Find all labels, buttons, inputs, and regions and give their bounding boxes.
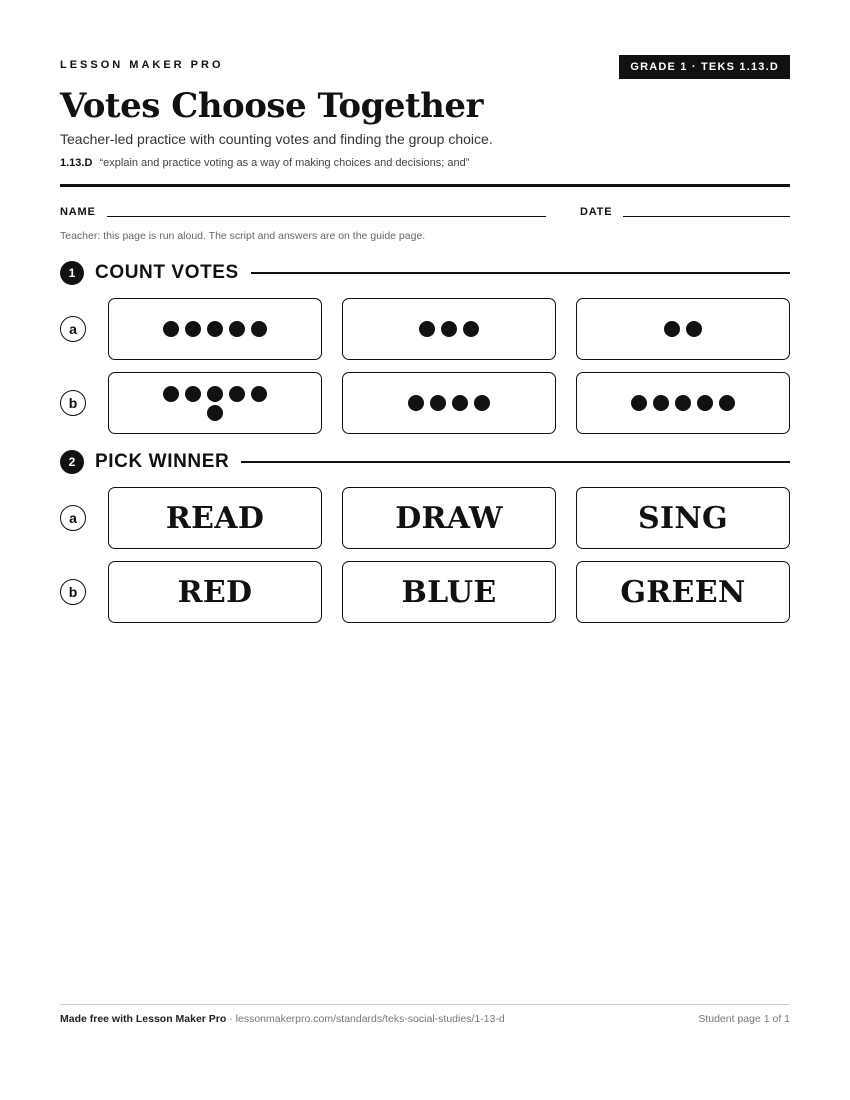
teacher-note: Teacher: this page is run aloud. The script and answers are on the guide page. bbox=[60, 230, 426, 242]
vote-dot bbox=[631, 395, 647, 411]
choice-card[interactable] bbox=[342, 561, 556, 623]
date-label: DATE bbox=[580, 206, 613, 218]
grade-badge: GRADE 1 · TEKS 1.13.D bbox=[619, 55, 790, 79]
choice-card[interactable] bbox=[108, 561, 322, 623]
count-row-b bbox=[60, 372, 790, 434]
vote-dot bbox=[207, 405, 223, 421]
winner-row-b bbox=[60, 561, 790, 623]
vote-dots bbox=[394, 395, 504, 411]
section-rule bbox=[241, 461, 790, 463]
vote-dot bbox=[207, 321, 223, 337]
vote-dot bbox=[719, 395, 735, 411]
section-rule bbox=[251, 272, 790, 274]
vote-card[interactable] bbox=[576, 298, 790, 360]
choice-word: BLUE bbox=[401, 574, 497, 610]
section-title: PICK WINNER bbox=[95, 451, 230, 472]
vote-dot bbox=[251, 386, 267, 402]
section-count-votes bbox=[60, 261, 790, 285]
choice-card[interactable] bbox=[576, 487, 790, 549]
vote-dot bbox=[686, 321, 702, 337]
vote-dot bbox=[163, 321, 179, 337]
vote-dot bbox=[229, 321, 245, 337]
date-field[interactable] bbox=[623, 216, 790, 217]
choice-card[interactable] bbox=[342, 487, 556, 549]
section-title: COUNT VOTES bbox=[95, 262, 239, 283]
footer-divider bbox=[60, 1004, 790, 1005]
header-divider bbox=[60, 184, 790, 187]
brand-name: LESSON MAKER PRO bbox=[60, 59, 224, 71]
vote-dot bbox=[185, 386, 201, 402]
vote-dot bbox=[207, 386, 223, 402]
vote-dot bbox=[251, 321, 267, 337]
footer-credit bbox=[60, 1013, 505, 1025]
vote-dot bbox=[163, 386, 179, 402]
standard-code: 1.13.D bbox=[60, 157, 93, 169]
vote-dot bbox=[408, 395, 424, 411]
section-number: 1 bbox=[60, 261, 84, 285]
vote-dot bbox=[185, 321, 201, 337]
row-letter: b bbox=[60, 390, 86, 416]
vote-dot bbox=[419, 321, 435, 337]
vote-dot bbox=[675, 395, 691, 411]
choice-word: READ bbox=[165, 500, 265, 536]
vote-dot bbox=[463, 321, 479, 337]
row-letter: b bbox=[60, 579, 86, 605]
vote-dots bbox=[394, 321, 504, 337]
choice-card[interactable] bbox=[108, 487, 322, 549]
vote-dot bbox=[697, 395, 713, 411]
choice-card[interactable] bbox=[576, 561, 790, 623]
vote-card[interactable] bbox=[342, 372, 556, 434]
vote-card[interactable] bbox=[108, 298, 322, 360]
choice-word: SING bbox=[638, 500, 728, 536]
vote-dot bbox=[474, 395, 490, 411]
section-pick-winner bbox=[60, 450, 790, 474]
footer-url[interactable]: lessonmakerpro.com/standards/teks-social-studies/1-13-d bbox=[235, 1013, 505, 1025]
choice-word: RED bbox=[177, 574, 253, 610]
vote-dots bbox=[160, 386, 270, 421]
footer-page-number: Student page 1 of 1 bbox=[698, 1013, 790, 1025]
vote-card[interactable] bbox=[576, 372, 790, 434]
vote-dot bbox=[452, 395, 468, 411]
page-title: Votes Choose Together bbox=[60, 86, 483, 126]
vote-dot bbox=[441, 321, 457, 337]
winner-row-a bbox=[60, 487, 790, 549]
name-label: NAME bbox=[60, 206, 96, 218]
vote-dot bbox=[664, 321, 680, 337]
name-field[interactable] bbox=[107, 216, 546, 217]
footer-made-with: Made free with Lesson Maker Pro bbox=[60, 1013, 227, 1025]
vote-dots bbox=[628, 321, 738, 337]
section-number: 2 bbox=[60, 450, 84, 474]
vote-dot bbox=[430, 395, 446, 411]
vote-card[interactable] bbox=[108, 372, 322, 434]
row-letter: a bbox=[60, 505, 86, 531]
vote-card[interactable] bbox=[342, 298, 556, 360]
footer-separator: · bbox=[226, 1013, 236, 1025]
vote-dot bbox=[229, 386, 245, 402]
vote-dot bbox=[653, 395, 669, 411]
page-subtitle: Teacher-led practice with counting votes and finding the group choice. bbox=[60, 131, 493, 147]
vote-dots bbox=[628, 395, 738, 411]
choice-word: DRAW bbox=[395, 500, 503, 536]
row-letter: a bbox=[60, 316, 86, 342]
standard-line bbox=[60, 157, 469, 169]
vote-dots bbox=[160, 321, 270, 337]
choice-word: GREEN bbox=[620, 574, 746, 610]
count-row-a bbox=[60, 298, 790, 360]
standard-text: “explain and practice voting as a way of making choices and decisions; and” bbox=[99, 157, 470, 169]
